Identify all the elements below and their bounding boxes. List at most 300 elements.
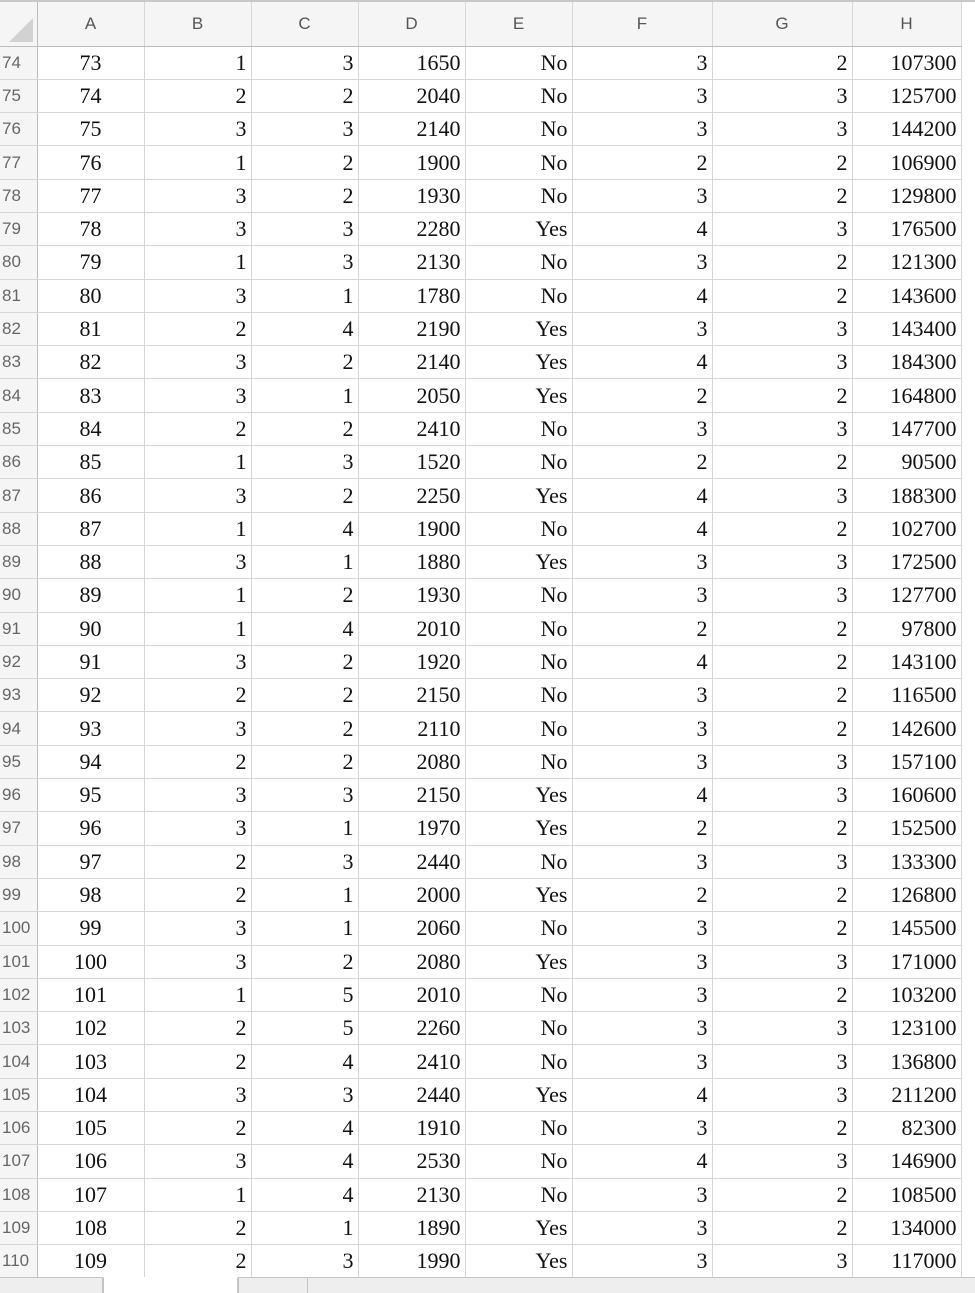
- cell-c[interactable]: 4: [251, 1145, 358, 1178]
- cell-a[interactable]: 92: [37, 679, 144, 712]
- cell-d[interactable]: 2130: [358, 246, 465, 279]
- cell-g[interactable]: 3: [712, 1045, 852, 1078]
- cell-d[interactable]: 2150: [358, 779, 465, 812]
- cell-b[interactable]: 3: [144, 645, 251, 678]
- cell-h[interactable]: 143100: [852, 645, 961, 678]
- cell-a[interactable]: 78: [37, 212, 144, 245]
- cell-c[interactable]: 1: [251, 812, 358, 845]
- cell-e[interactable]: No: [465, 46, 572, 79]
- row-header[interactable]: 94: [0, 712, 37, 745]
- cell-h[interactable]: 97800: [852, 612, 961, 645]
- cell-d[interactable]: 2250: [358, 479, 465, 512]
- cell-e[interactable]: No: [465, 978, 572, 1011]
- cell-f[interactable]: 3: [572, 978, 712, 1011]
- cell-a[interactable]: 82: [37, 346, 144, 379]
- cell-h[interactable]: 125700: [852, 79, 961, 112]
- cell-b[interactable]: 2: [144, 1012, 251, 1045]
- cell-g[interactable]: 2: [712, 612, 852, 645]
- cell-c[interactable]: 3: [251, 46, 358, 79]
- cell-c[interactable]: 1: [251, 545, 358, 578]
- cell-c[interactable]: 1: [251, 379, 358, 412]
- cell-b[interactable]: 1: [144, 978, 251, 1011]
- cell-c[interactable]: 2: [251, 346, 358, 379]
- cell-e[interactable]: Yes: [465, 1245, 572, 1277]
- cell-c[interactable]: 3: [251, 845, 358, 878]
- cell-d[interactable]: 2050: [358, 379, 465, 412]
- cell-e[interactable]: No: [465, 579, 572, 612]
- cell-g[interactable]: 3: [712, 945, 852, 978]
- cell-g[interactable]: 3: [712, 1012, 852, 1045]
- row-header[interactable]: 105: [0, 1078, 37, 1111]
- cell-b[interactable]: 1: [144, 579, 251, 612]
- cell-c[interactable]: 1: [251, 279, 358, 312]
- cell-e[interactable]: No: [465, 146, 572, 179]
- cell-c[interactable]: 4: [251, 1045, 358, 1078]
- cell-a[interactable]: 108: [37, 1211, 144, 1244]
- row-header[interactable]: 81: [0, 279, 37, 312]
- cell-e[interactable]: No: [465, 612, 572, 645]
- cell-a[interactable]: 104: [37, 1078, 144, 1111]
- cell-b[interactable]: 3: [144, 779, 251, 812]
- cell-g[interactable]: 2: [712, 712, 852, 745]
- cell-f[interactable]: 2: [572, 878, 712, 911]
- cell-h[interactable]: 107300: [852, 46, 961, 79]
- cell-c[interactable]: 4: [251, 312, 358, 345]
- sheet-tab[interactable]: [0, 1277, 103, 1293]
- cell-e[interactable]: Yes: [465, 545, 572, 578]
- cell-d[interactable]: 2110: [358, 712, 465, 745]
- cell-d[interactable]: 1890: [358, 1211, 465, 1244]
- cell-f[interactable]: 3: [572, 412, 712, 445]
- cell-h[interactable]: 106900: [852, 146, 961, 179]
- cell-f[interactable]: 3: [572, 1045, 712, 1078]
- cell-a[interactable]: 85: [37, 446, 144, 479]
- cell-f[interactable]: 3: [572, 79, 712, 112]
- row-header[interactable]: 107: [0, 1145, 37, 1178]
- cell-g[interactable]: 2: [712, 379, 852, 412]
- cell-c[interactable]: 1: [251, 878, 358, 911]
- cell-a[interactable]: 105: [37, 1112, 144, 1145]
- cell-f[interactable]: 4: [572, 479, 712, 512]
- cell-g[interactable]: 2: [712, 246, 852, 279]
- cell-c[interactable]: 3: [251, 246, 358, 279]
- cell-b[interactable]: 2: [144, 679, 251, 712]
- cell-e[interactable]: No: [465, 1012, 572, 1045]
- row-header[interactable]: 84: [0, 379, 37, 412]
- cell-b[interactable]: 3: [144, 479, 251, 512]
- cell-f[interactable]: 3: [572, 712, 712, 745]
- cell-a[interactable]: 80: [37, 279, 144, 312]
- cell-a[interactable]: 98: [37, 878, 144, 911]
- cell-h[interactable]: 184300: [852, 346, 961, 379]
- cell-f[interactable]: 3: [572, 1112, 712, 1145]
- cell-e[interactable]: Yes: [465, 1211, 572, 1244]
- cell-g[interactable]: 2: [712, 1112, 852, 1145]
- row-header[interactable]: 88: [0, 512, 37, 545]
- cell-h[interactable]: 136800: [852, 1045, 961, 1078]
- cell-e[interactable]: Yes: [465, 312, 572, 345]
- cell-f[interactable]: 3: [572, 545, 712, 578]
- cell-b[interactable]: 2: [144, 312, 251, 345]
- cell-c[interactable]: 2: [251, 945, 358, 978]
- cell-b[interactable]: 3: [144, 1145, 251, 1178]
- cell-d[interactable]: 2080: [358, 745, 465, 778]
- cell-g[interactable]: 2: [712, 146, 852, 179]
- cell-a[interactable]: 101: [37, 978, 144, 1011]
- cell-e[interactable]: Yes: [465, 1078, 572, 1111]
- row-header[interactable]: 110: [0, 1245, 37, 1277]
- cell-e[interactable]: No: [465, 1112, 572, 1145]
- cell-b[interactable]: 2: [144, 1245, 251, 1277]
- cell-d[interactable]: 1900: [358, 146, 465, 179]
- cell-g[interactable]: 3: [712, 1078, 852, 1111]
- cell-d[interactable]: 1910: [358, 1112, 465, 1145]
- cell-b[interactable]: 3: [144, 1078, 251, 1111]
- cell-c[interactable]: 2: [251, 479, 358, 512]
- cell-e[interactable]: Yes: [465, 812, 572, 845]
- cell-g[interactable]: 2: [712, 46, 852, 79]
- cell-e[interactable]: No: [465, 845, 572, 878]
- cell-b[interactable]: 3: [144, 113, 251, 146]
- cell-h[interactable]: 103200: [852, 978, 961, 1011]
- cell-g[interactable]: 3: [712, 113, 852, 146]
- cell-d[interactable]: 2530: [358, 1145, 465, 1178]
- cell-h[interactable]: 172500: [852, 545, 961, 578]
- cell-b[interactable]: 3: [144, 812, 251, 845]
- cell-f[interactable]: 3: [572, 1211, 712, 1244]
- cell-g[interactable]: 2: [712, 812, 852, 845]
- column-header-h[interactable]: H: [852, 2, 961, 46]
- cell-c[interactable]: 5: [251, 1012, 358, 1045]
- cell-c[interactable]: 1: [251, 1211, 358, 1244]
- cell-b[interactable]: 3: [144, 212, 251, 245]
- cell-e[interactable]: No: [465, 179, 572, 212]
- cell-a[interactable]: 88: [37, 545, 144, 578]
- cell-e[interactable]: No: [465, 745, 572, 778]
- cell-g[interactable]: 2: [712, 645, 852, 678]
- cell-g[interactable]: 3: [712, 1245, 852, 1277]
- cell-f[interactable]: 3: [572, 46, 712, 79]
- cell-e[interactable]: Yes: [465, 479, 572, 512]
- cell-d[interactable]: 1520: [358, 446, 465, 479]
- cell-h[interactable]: 121300: [852, 246, 961, 279]
- cell-c[interactable]: 2: [251, 412, 358, 445]
- row-header[interactable]: 102: [0, 978, 37, 1011]
- cell-f[interactable]: 3: [572, 579, 712, 612]
- cell-h[interactable]: 82300: [852, 1112, 961, 1145]
- row-header[interactable]: 78: [0, 179, 37, 212]
- cell-f[interactable]: 2: [572, 812, 712, 845]
- row-header[interactable]: 95: [0, 745, 37, 778]
- cell-d[interactable]: 2040: [358, 79, 465, 112]
- cell-a[interactable]: 83: [37, 379, 144, 412]
- cell-g[interactable]: 3: [712, 545, 852, 578]
- cell-h[interactable]: 188300: [852, 479, 961, 512]
- cell-d[interactable]: 2010: [358, 612, 465, 645]
- cell-d[interactable]: 2140: [358, 113, 465, 146]
- cell-c[interactable]: 2: [251, 745, 358, 778]
- cell-e[interactable]: No: [465, 1178, 572, 1211]
- row-header[interactable]: 76: [0, 113, 37, 146]
- row-header[interactable]: 103: [0, 1012, 37, 1045]
- cell-g[interactable]: 2: [712, 1211, 852, 1244]
- cell-a[interactable]: 90: [37, 612, 144, 645]
- cell-a[interactable]: 97: [37, 845, 144, 878]
- row-header[interactable]: 87: [0, 479, 37, 512]
- cell-h[interactable]: 176500: [852, 212, 961, 245]
- cell-h[interactable]: 108500: [852, 1178, 961, 1211]
- cell-a[interactable]: 103: [37, 1045, 144, 1078]
- cell-e[interactable]: Yes: [465, 878, 572, 911]
- cell-f[interactable]: 3: [572, 179, 712, 212]
- cell-a[interactable]: 73: [37, 46, 144, 79]
- cell-b[interactable]: 2: [144, 745, 251, 778]
- cell-b[interactable]: 3: [144, 379, 251, 412]
- cell-f[interactable]: 4: [572, 645, 712, 678]
- row-header[interactable]: 97: [0, 812, 37, 845]
- cell-c[interactable]: 3: [251, 446, 358, 479]
- cell-e[interactable]: No: [465, 1145, 572, 1178]
- cell-f[interactable]: 3: [572, 845, 712, 878]
- cell-b[interactable]: 1: [144, 512, 251, 545]
- cell-d[interactable]: 2000: [358, 878, 465, 911]
- cell-d[interactable]: 1990: [358, 1245, 465, 1277]
- sheet-tab[interactable]: [238, 1277, 308, 1293]
- cell-g[interactable]: 3: [712, 845, 852, 878]
- cell-h[interactable]: 90500: [852, 446, 961, 479]
- cell-a[interactable]: 109: [37, 1245, 144, 1277]
- cell-a[interactable]: 79: [37, 246, 144, 279]
- cell-h[interactable]: 133300: [852, 845, 961, 878]
- cell-c[interactable]: 2: [251, 579, 358, 612]
- cell-d[interactable]: 1900: [358, 512, 465, 545]
- cell-d[interactable]: 2410: [358, 1045, 465, 1078]
- cell-h[interactable]: 152500: [852, 812, 961, 845]
- cell-f[interactable]: 3: [572, 912, 712, 945]
- cell-d[interactable]: 2190: [358, 312, 465, 345]
- cell-c[interactable]: 2: [251, 679, 358, 712]
- row-header[interactable]: 82: [0, 312, 37, 345]
- column-header-d[interactable]: D: [358, 2, 465, 46]
- cell-h[interactable]: 146900: [852, 1145, 961, 1178]
- cell-a[interactable]: 87: [37, 512, 144, 545]
- row-header[interactable]: 99: [0, 878, 37, 911]
- cell-b[interactable]: 2: [144, 1045, 251, 1078]
- cell-a[interactable]: 89: [37, 579, 144, 612]
- cell-f[interactable]: 4: [572, 1145, 712, 1178]
- cell-d[interactable]: 2080: [358, 945, 465, 978]
- cell-h[interactable]: 123100: [852, 1012, 961, 1045]
- column-header-c[interactable]: C: [251, 2, 358, 46]
- cell-b[interactable]: 1: [144, 246, 251, 279]
- cell-h[interactable]: 147700: [852, 412, 961, 445]
- cell-e[interactable]: No: [465, 113, 572, 146]
- row-header[interactable]: 109: [0, 1211, 37, 1244]
- column-header-b[interactable]: B: [144, 2, 251, 46]
- cell-g[interactable]: 3: [712, 79, 852, 112]
- cell-e[interactable]: No: [465, 912, 572, 945]
- row-header[interactable]: 83: [0, 346, 37, 379]
- cell-d[interactable]: 2440: [358, 845, 465, 878]
- cell-f[interactable]: 3: [572, 1012, 712, 1045]
- cell-b[interactable]: 3: [144, 712, 251, 745]
- cell-d[interactable]: 2060: [358, 912, 465, 945]
- cell-g[interactable]: 2: [712, 912, 852, 945]
- cell-e[interactable]: Yes: [465, 379, 572, 412]
- cell-g[interactable]: 2: [712, 679, 852, 712]
- cell-e[interactable]: Yes: [465, 212, 572, 245]
- cell-b[interactable]: 3: [144, 912, 251, 945]
- cell-h[interactable]: 117000: [852, 1245, 961, 1277]
- cell-c[interactable]: 4: [251, 1112, 358, 1145]
- row-header[interactable]: 85: [0, 412, 37, 445]
- cell-f[interactable]: 3: [572, 745, 712, 778]
- cell-b[interactable]: 3: [144, 179, 251, 212]
- cell-g[interactable]: 2: [712, 878, 852, 911]
- cell-b[interactable]: 1: [144, 446, 251, 479]
- cell-c[interactable]: 1: [251, 912, 358, 945]
- row-header[interactable]: 89: [0, 545, 37, 578]
- cell-f[interactable]: 3: [572, 113, 712, 146]
- cell-e[interactable]: No: [465, 446, 572, 479]
- cell-c[interactable]: 5: [251, 978, 358, 1011]
- cell-e[interactable]: No: [465, 679, 572, 712]
- row-header[interactable]: 100: [0, 912, 37, 945]
- cell-c[interactable]: 3: [251, 1078, 358, 1111]
- cell-a[interactable]: 106: [37, 1145, 144, 1178]
- cell-a[interactable]: 95: [37, 779, 144, 812]
- cell-f[interactable]: 3: [572, 1178, 712, 1211]
- cell-g[interactable]: 3: [712, 346, 852, 379]
- row-header[interactable]: 98: [0, 845, 37, 878]
- cell-h[interactable]: 116500: [852, 679, 961, 712]
- cell-g[interactable]: 3: [712, 479, 852, 512]
- cell-a[interactable]: 81: [37, 312, 144, 345]
- cell-c[interactable]: 2: [251, 712, 358, 745]
- cell-a[interactable]: 76: [37, 146, 144, 179]
- cell-f[interactable]: 4: [572, 346, 712, 379]
- cell-f[interactable]: 4: [572, 512, 712, 545]
- cell-d[interactable]: 1970: [358, 812, 465, 845]
- cell-h[interactable]: 171000: [852, 945, 961, 978]
- cell-b[interactable]: 1: [144, 146, 251, 179]
- cell-h[interactable]: 102700: [852, 512, 961, 545]
- column-header-e[interactable]: E: [465, 2, 572, 46]
- cell-a[interactable]: 99: [37, 912, 144, 945]
- column-header-a[interactable]: A: [37, 2, 144, 46]
- cell-d[interactable]: 1930: [358, 579, 465, 612]
- cell-f[interactable]: 2: [572, 379, 712, 412]
- cell-h[interactable]: 127700: [852, 579, 961, 612]
- cell-g[interactable]: 2: [712, 179, 852, 212]
- cell-c[interactable]: 2: [251, 146, 358, 179]
- cell-f[interactable]: 3: [572, 312, 712, 345]
- row-header[interactable]: 86: [0, 446, 37, 479]
- column-header-f[interactable]: F: [572, 2, 712, 46]
- cell-f[interactable]: 4: [572, 779, 712, 812]
- cell-e[interactable]: No: [465, 79, 572, 112]
- cell-g[interactable]: 3: [712, 1145, 852, 1178]
- cell-g[interactable]: 3: [712, 412, 852, 445]
- cell-c[interactable]: 2: [251, 645, 358, 678]
- row-header[interactable]: 106: [0, 1112, 37, 1145]
- row-header[interactable]: 91: [0, 612, 37, 645]
- cell-h[interactable]: 144200: [852, 113, 961, 146]
- cell-c[interactable]: 3: [251, 113, 358, 146]
- cell-h[interactable]: 145500: [852, 912, 961, 945]
- cell-g[interactable]: 2: [712, 978, 852, 1011]
- cell-h[interactable]: 143600: [852, 279, 961, 312]
- cell-b[interactable]: 2: [144, 1112, 251, 1145]
- cell-a[interactable]: 93: [37, 712, 144, 745]
- cell-c[interactable]: 4: [251, 1178, 358, 1211]
- cell-g[interactable]: 3: [712, 579, 852, 612]
- cell-d[interactable]: 1650: [358, 46, 465, 79]
- cell-d[interactable]: 2280: [358, 212, 465, 245]
- cell-b[interactable]: 2: [144, 845, 251, 878]
- cell-e[interactable]: Yes: [465, 945, 572, 978]
- cell-d[interactable]: 1920: [358, 645, 465, 678]
- cell-a[interactable]: 75: [37, 113, 144, 146]
- cell-h[interactable]: 160600: [852, 779, 961, 812]
- cell-a[interactable]: 91: [37, 645, 144, 678]
- column-header-g[interactable]: G: [712, 2, 852, 46]
- cell-c[interactable]: 3: [251, 779, 358, 812]
- cell-a[interactable]: 102: [37, 1012, 144, 1045]
- cell-f[interactable]: 3: [572, 1245, 712, 1277]
- cell-a[interactable]: 96: [37, 812, 144, 845]
- cell-c[interactable]: 4: [251, 612, 358, 645]
- row-header[interactable]: 101: [0, 945, 37, 978]
- cell-h[interactable]: 142600: [852, 712, 961, 745]
- cell-b[interactable]: 3: [144, 279, 251, 312]
- cell-c[interactable]: 2: [251, 79, 358, 112]
- cell-h[interactable]: 143400: [852, 312, 961, 345]
- row-header[interactable]: 104: [0, 1045, 37, 1078]
- cell-d[interactable]: 2260: [358, 1012, 465, 1045]
- cell-b[interactable]: 1: [144, 1178, 251, 1211]
- select-all-corner[interactable]: [0, 2, 37, 46]
- row-header[interactable]: 80: [0, 246, 37, 279]
- cell-d[interactable]: 2440: [358, 1078, 465, 1111]
- cell-h[interactable]: 164800: [852, 379, 961, 412]
- cell-d[interactable]: 2410: [358, 412, 465, 445]
- row-header[interactable]: 108: [0, 1178, 37, 1211]
- cell-h[interactable]: 129800: [852, 179, 961, 212]
- cell-d[interactable]: 1930: [358, 179, 465, 212]
- cell-f[interactable]: 3: [572, 945, 712, 978]
- cell-g[interactable]: 2: [712, 446, 852, 479]
- cell-d[interactable]: 2140: [358, 346, 465, 379]
- cell-e[interactable]: No: [465, 645, 572, 678]
- cell-a[interactable]: 77: [37, 179, 144, 212]
- cell-a[interactable]: 100: [37, 945, 144, 978]
- cell-d[interactable]: 2010: [358, 978, 465, 1011]
- cell-b[interactable]: 2: [144, 1211, 251, 1244]
- cell-h[interactable]: 157100: [852, 745, 961, 778]
- cell-d[interactable]: 1880: [358, 545, 465, 578]
- cell-b[interactable]: 2: [144, 412, 251, 445]
- cell-b[interactable]: 1: [144, 46, 251, 79]
- cell-b[interactable]: 2: [144, 79, 251, 112]
- row-header[interactable]: 74: [0, 46, 37, 79]
- cell-h[interactable]: 126800: [852, 878, 961, 911]
- cell-e[interactable]: No: [465, 279, 572, 312]
- cell-b[interactable]: 1: [144, 612, 251, 645]
- cell-b[interactable]: 3: [144, 346, 251, 379]
- row-header[interactable]: 90: [0, 579, 37, 612]
- cell-c[interactable]: 4: [251, 512, 358, 545]
